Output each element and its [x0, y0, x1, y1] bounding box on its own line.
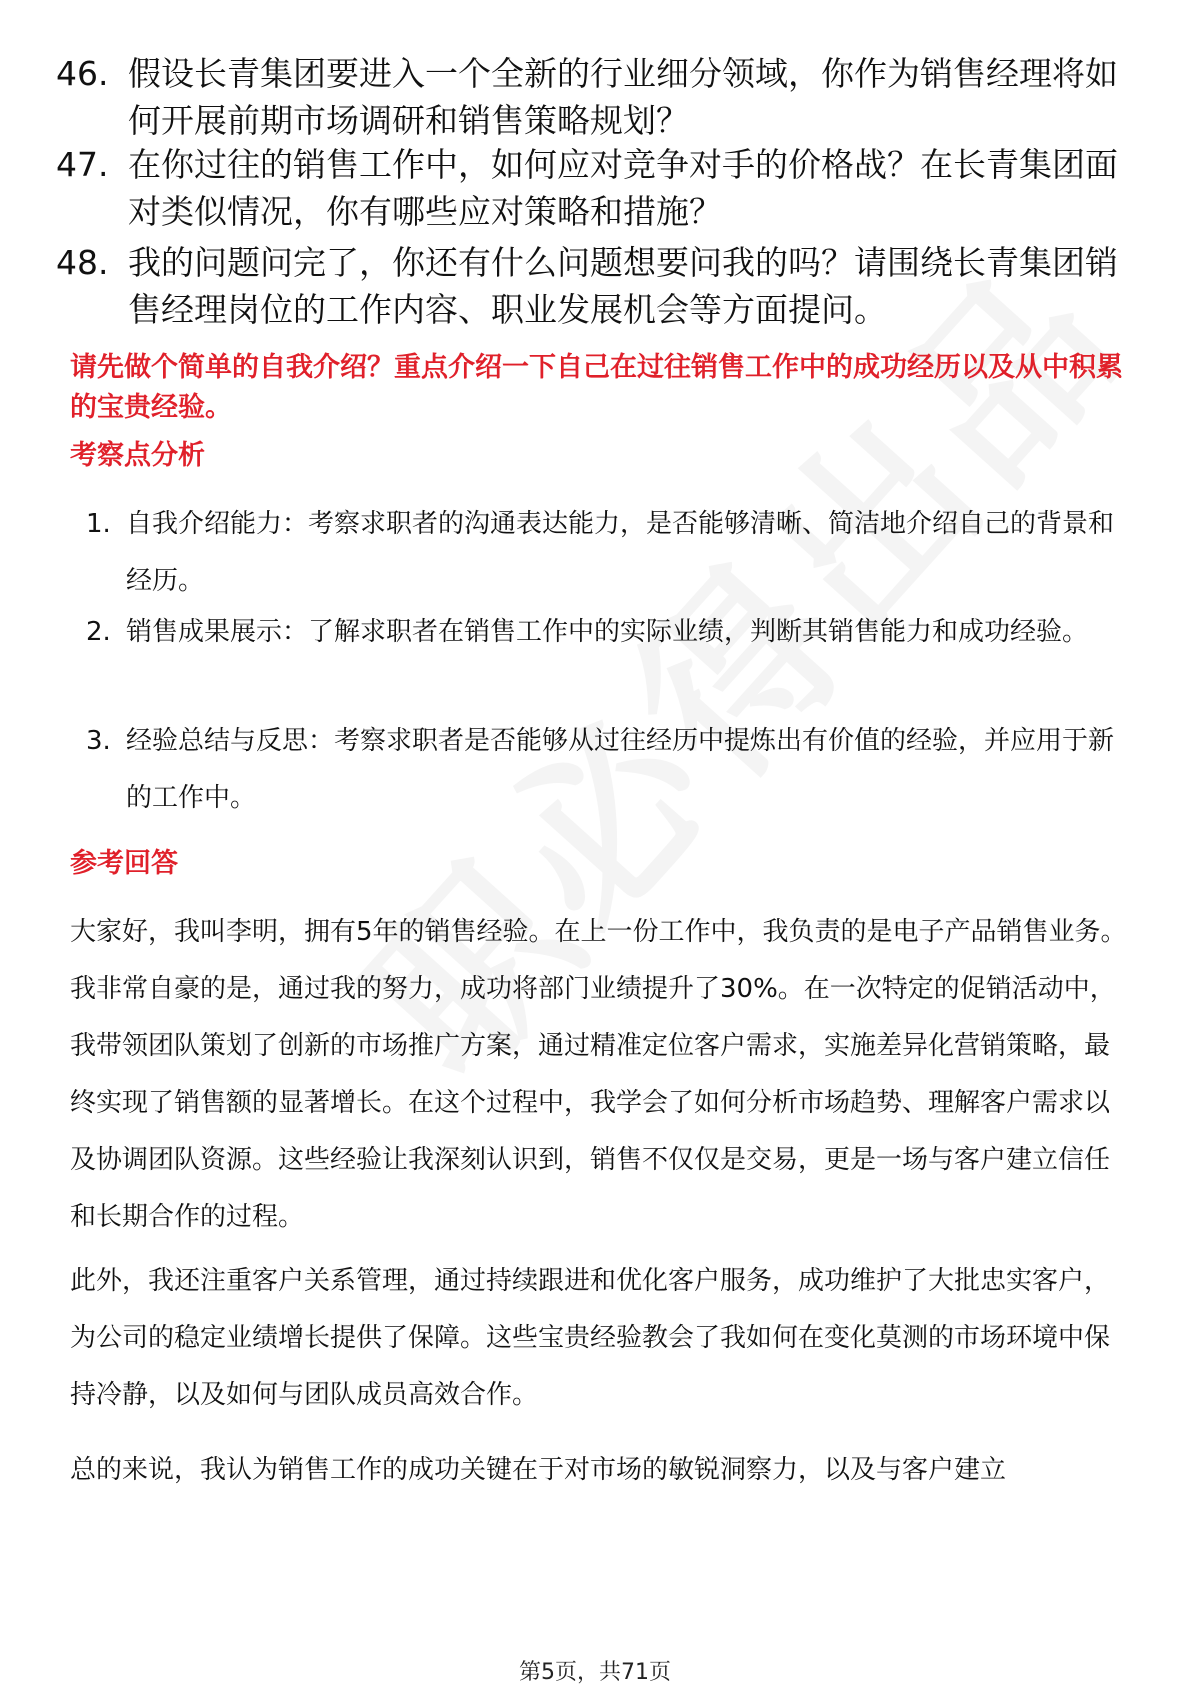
- analysis-item-number: 3.: [86, 726, 111, 756]
- analysis-item: [86, 604, 1126, 661]
- question-number: 47.: [56, 145, 109, 184]
- question-text: 假设长青集团要进入一个全新的行业细分领域，你作为销售经理将如何开展前期市场调研和销售策略规划？: [128, 54, 1118, 140]
- question-number: 48.: [56, 243, 109, 282]
- analysis-item-number: 2.: [86, 617, 111, 647]
- question-item: [56, 239, 1136, 333]
- question-item: [56, 50, 1136, 144]
- analysis-item-text: 自我介绍能力：考察求职者的沟通表达能力，是否能够清晰、简洁地介绍自己的背景和经历。: [126, 509, 1115, 596]
- lead-question: 请先做个简单的自我介绍？重点介绍一下自己在过往销售工作中的成功经历以及从中积累的宝贵经验。: [70, 352, 1123, 423]
- answer-paragraph: 大家好，我叫李明，拥有5年的销售经验。在上一份工作中，我负责的是电子产品销售业务。我非常自豪的是，通过我的努力，成功将部门业绩提升了30%。在一次特定的促销活动中，我带领团队策划了创新的市场推广方案，通过精准定位客户需求，实施差异化营销策略，最终实现了销售额的显著增长。在这个过程中，我学会了如何分析市场趋势、理解客户需求以及协调团队资源。这些经验让我深刻认识到，销售不仅仅是交易，更是一场与客户建立信任和长期合作的过程。: [70, 917, 1127, 1232]
- question-text: 在你过往的销售工作中，如何应对竞争对手的价格战？在长青集团面对类似情况，你有哪些应对策略和措施？: [128, 145, 1118, 231]
- analysis-item: [86, 496, 1126, 610]
- answer-heading: 参考回答: [70, 848, 178, 879]
- page-footer: 第5页，共71页: [519, 1660, 671, 1685]
- analysis-item: [86, 713, 1126, 827]
- analysis-item-text: 销售成果展示：了解求职者在销售工作中的实际业绩，判断其销售能力和成功经验。: [126, 617, 1089, 647]
- question-text: 我的问题问完了，你还有什么问题想要问我的吗？请围绕长青集团销售经理岗位的工作内容、职业发展机会等方面提问。: [128, 243, 1118, 329]
- analysis-item-number: 1.: [86, 509, 111, 539]
- question-number: 46.: [56, 54, 109, 93]
- answer-paragraph: 总的来说，我认为销售工作的成功关键在于对市场的敏锐洞察力，以及与客户建立: [70, 1455, 1007, 1485]
- answer-paragraph: 此外，我还注重客户关系管理，通过持续跟进和优化客户服务，成功维护了大批忠实客户，为公司的稳定业绩增长提供了保障。这些宝贵经验教会了我如何在变化莫测的市场环境中保持冷静，以及如何与团队成员高效合作。: [70, 1266, 1111, 1410]
- question-item: [56, 141, 1136, 235]
- analysis-heading: 考察点分析: [70, 440, 205, 471]
- analysis-item-text: 经验总结与反思：考察求职者是否能够从过往经历中提炼出有价值的经验，并应用于新的工作中。: [126, 726, 1115, 813]
